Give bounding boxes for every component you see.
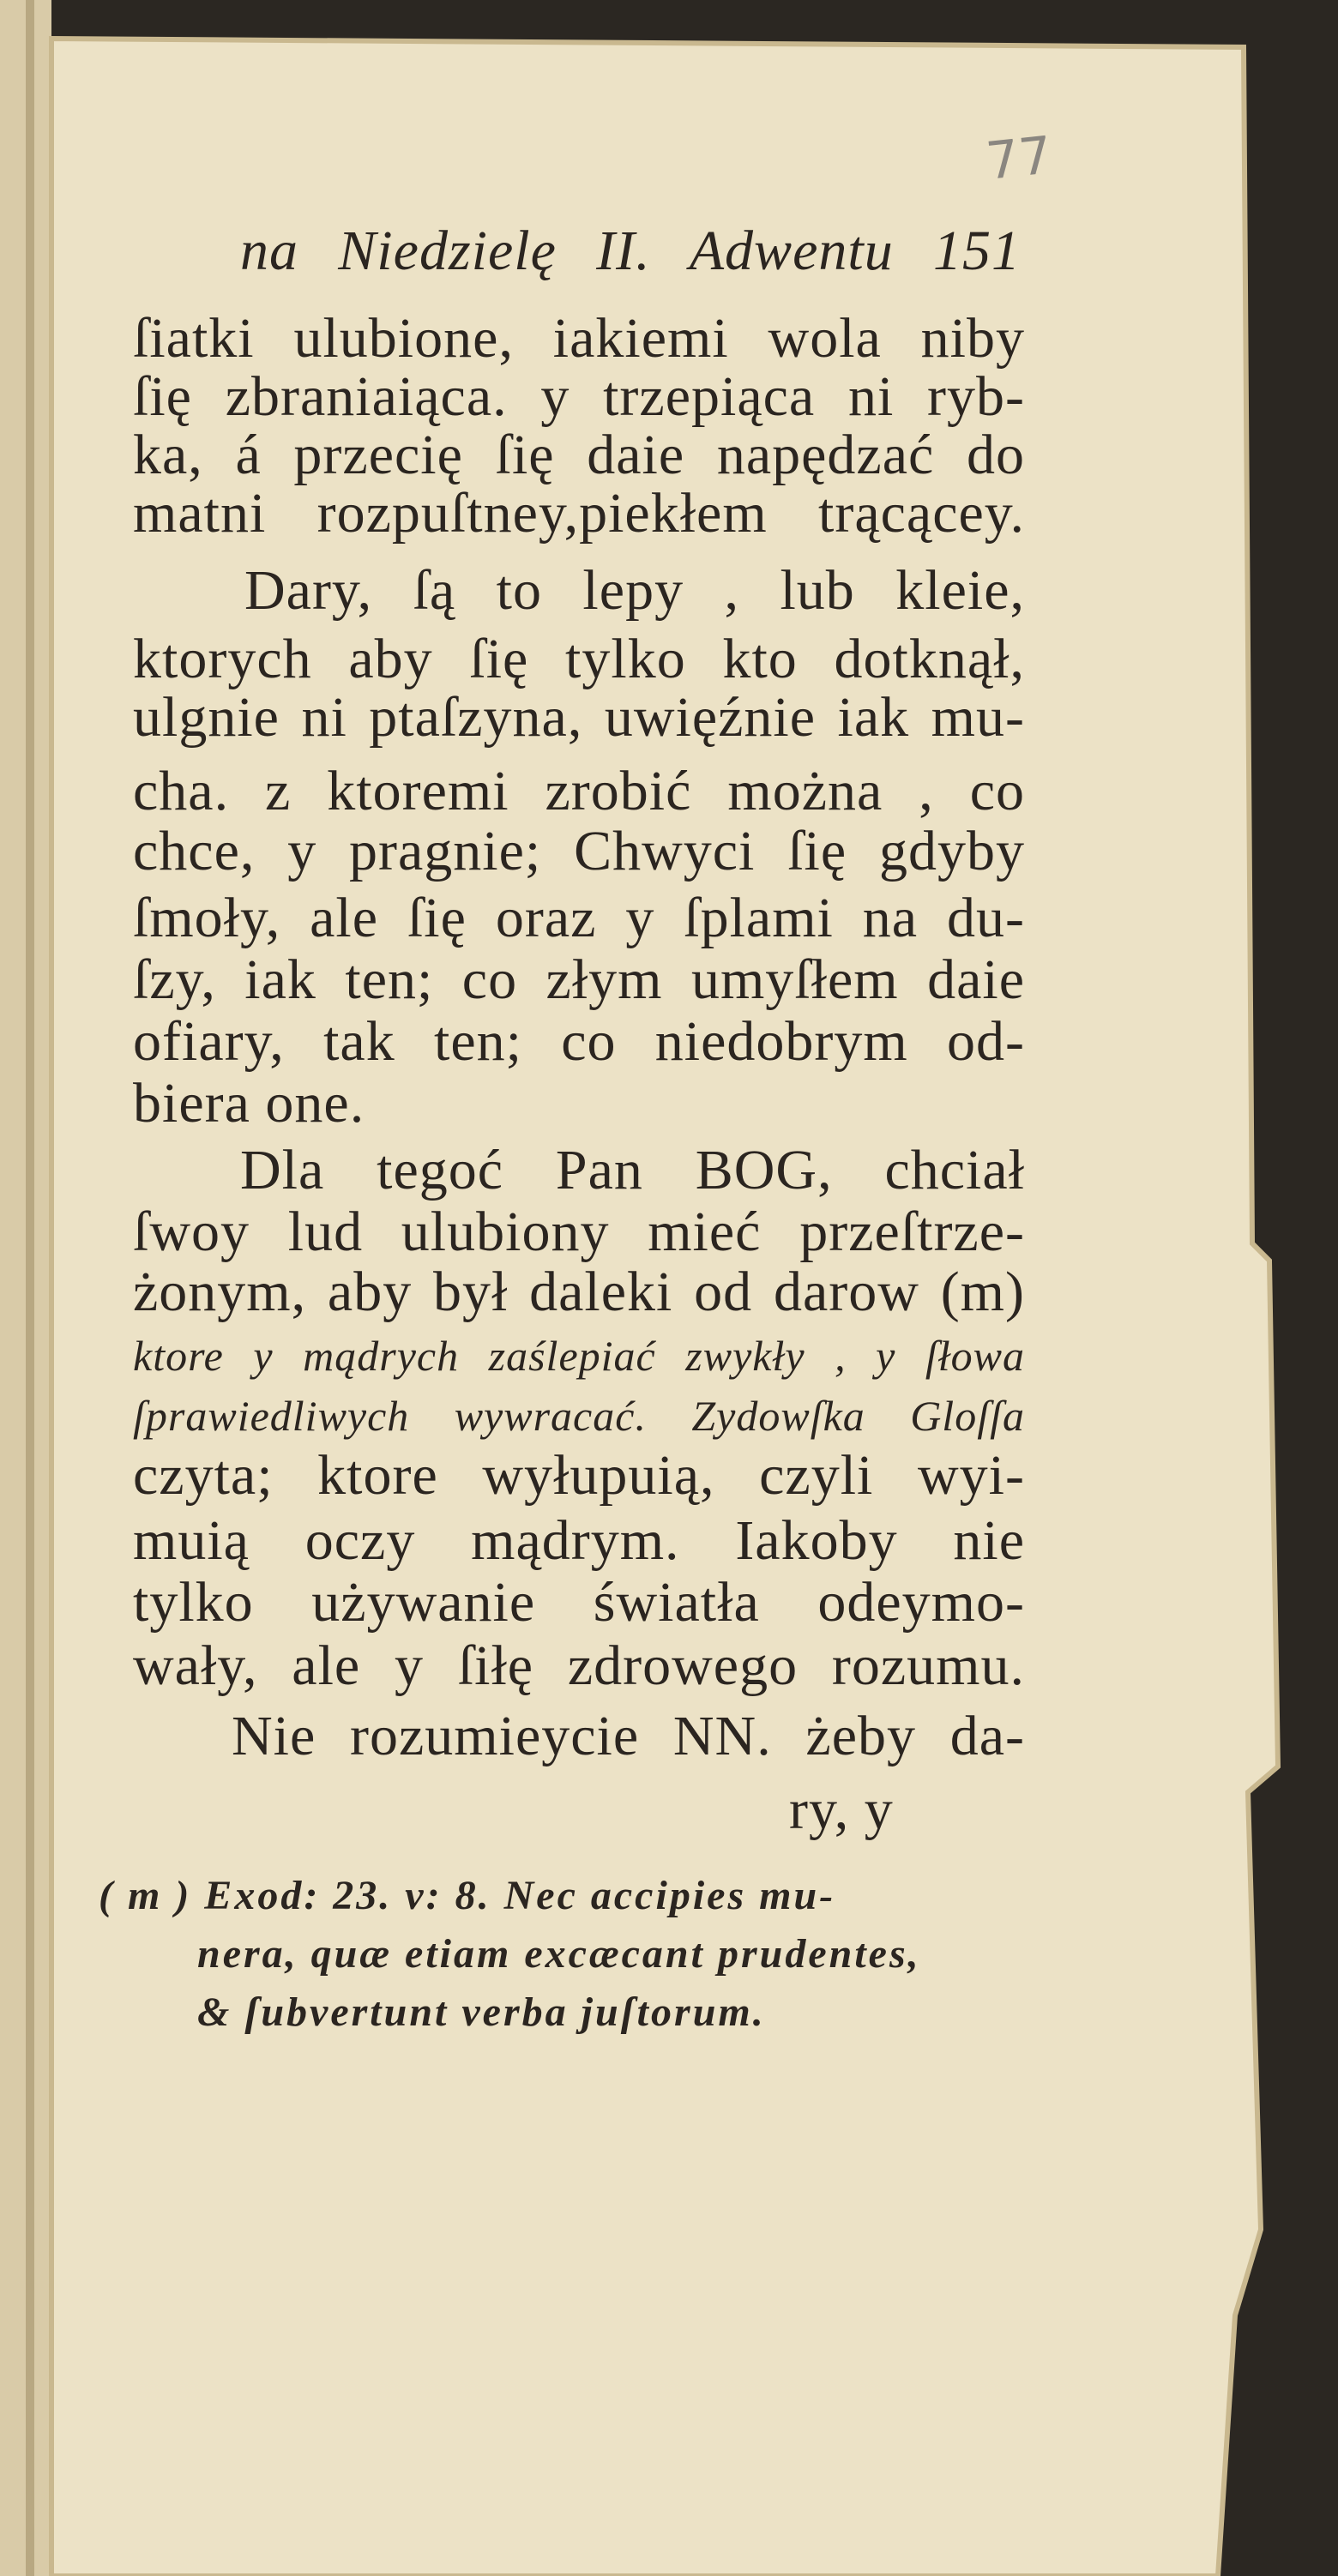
footnote-line: ( m ) Exod: 23. v: 8. Nec accipies mu- (99, 1873, 836, 1918)
text-line: ktorych aby ſię tylko kto dotknął, (133, 628, 1025, 690)
footnote-line: nera, quæ etiam excæcant prudentes, (197, 1931, 921, 1977)
running-header (240, 221, 1021, 281)
text-line: chce, y pragnie; Chwyci ſię gdyby (133, 820, 1025, 882)
text-line: żonym, aby był daleki od darow (m) (133, 1261, 1025, 1323)
text-line-italic: ſprawiedliwych wywracać. Zydowſka Gloſſa (133, 1392, 1025, 1440)
text-line: cha. z ktoremi zrobić można , co (133, 760, 1025, 822)
footnote-line: & ſubvertunt verba juſtorum. (197, 1989, 766, 2035)
text-line: matni rozpuſtney,piekłem trącącey. (133, 482, 1025, 545)
pencil-folio-number: 77 (983, 125, 1055, 192)
text-line: Nie rozumieycie NN. żeby da- (232, 1705, 1025, 1767)
text-line: ſzy, iak ten; co złym umyſłem daie (133, 948, 1025, 1011)
text-line: ofiary, tak ten; co niedobrym od- (133, 1010, 1025, 1073)
text-line: muią oczy mądrym. Iakoby nie (133, 1509, 1025, 1572)
text-line: ſwoy lud ulubiony mieć przeſtrze- (133, 1201, 1025, 1263)
text-line: biera one. (133, 1072, 365, 1135)
page-number: 151 (933, 220, 1021, 282)
text-line: ſmoły, ale ſię oraz y ſplami na du- (133, 887, 1025, 949)
text-line: Dla tegoć Pan BOG, chciał (240, 1139, 1025, 1201)
running-title: na Niedzielę II. Adwentu (240, 220, 894, 282)
text-line: ka, á przecię ſię daie napędzać do (133, 424, 1025, 486)
text-line: ſiatki ulubione, iakiemi wola niby (133, 307, 1025, 370)
text-line: czyta; ktore wyłupuią, czyli wyi- (133, 1444, 1025, 1507)
catchword: ry, y (789, 1779, 894, 1841)
text-line: ſię zbraniaiąca. y trzepiąca ni ryb- (133, 365, 1025, 428)
text-line: Dary, ſą to lepy , lub kleie, (244, 559, 1025, 622)
text-line: tylko używanie światła odeymo- (133, 1571, 1025, 1634)
text-line-italic: ktore y mądrych zaślepiać zwykły , y ſłowa (133, 1332, 1025, 1380)
text-line: ulgnie ni ptaſzyna, uwięźnie iak mu- (133, 686, 1025, 749)
text-line: wały, ale y ſiłę zdrowego rozumu. (133, 1634, 1025, 1697)
